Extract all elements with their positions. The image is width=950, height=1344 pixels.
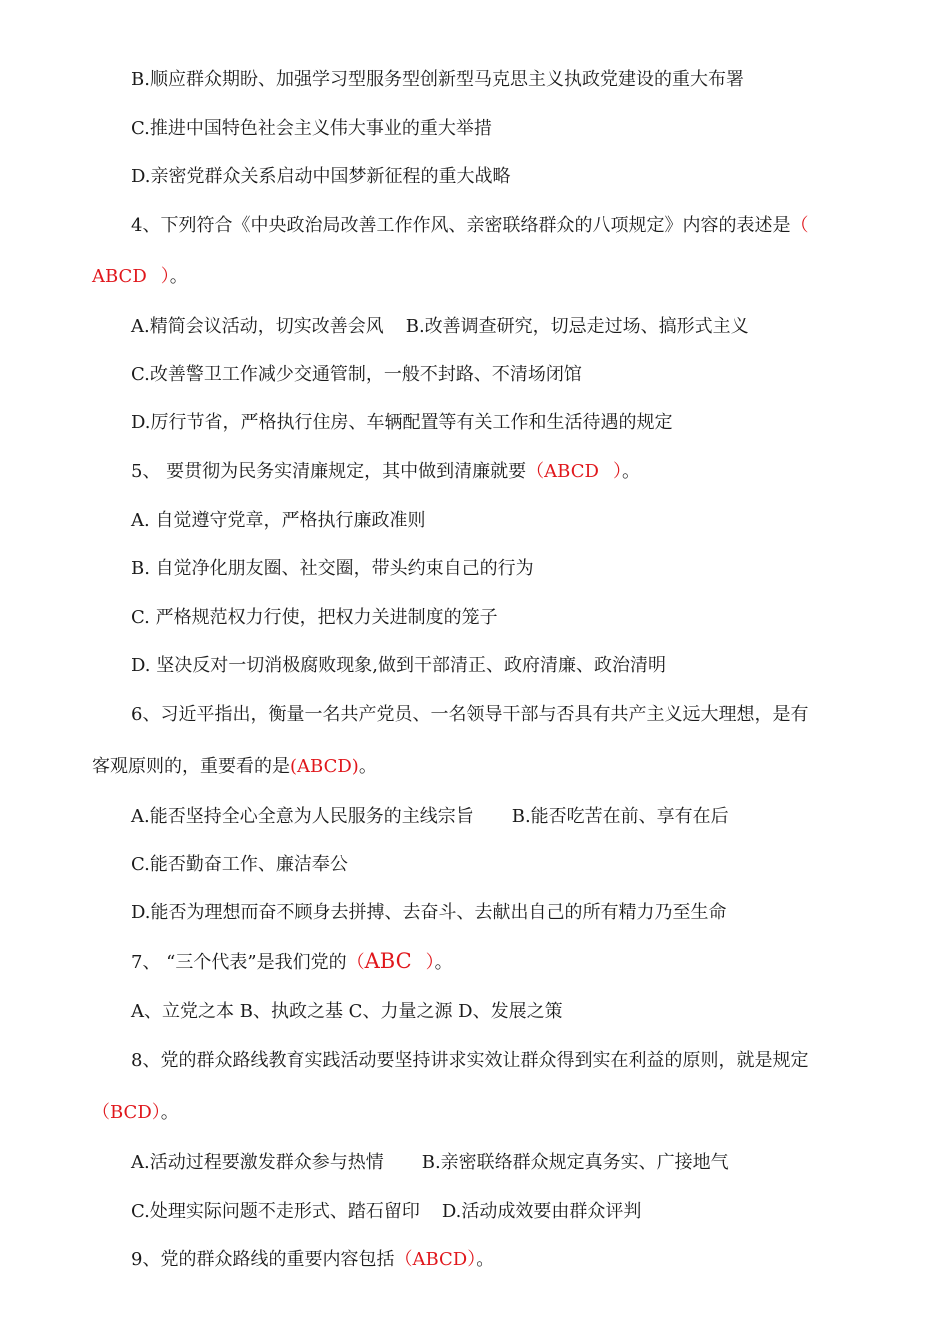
q7-options: A、立党之本 B、执政之基 C、力量之源 D、发展之策 (131, 1001, 563, 1022)
q8-options-ab (131, 1151, 729, 1175)
q4-stem (131, 214, 808, 238)
q8-options-cd (131, 1200, 641, 1224)
q7-stem-text: 7、 “三个代表”是我们党的 (131, 952, 347, 973)
q6-end: 。 (358, 756, 377, 777)
q8-option-d: D.活动成效要由群众评判 (441, 1201, 642, 1222)
q4-answer: ABCD (92, 266, 147, 287)
q4-answer-close: ） (160, 266, 170, 287)
q6-stem-text: 客观原则的，重要看的是 (92, 756, 290, 777)
q4-option-c: C.改善警卫工作减少交通管制，一般不封路、不清场闭馆 (131, 364, 582, 385)
q4-answer-line (92, 265, 188, 289)
q5-stem (131, 460, 640, 484)
q9-answer-open: （ (394, 1249, 413, 1270)
q6-stem-line2 (92, 755, 377, 779)
q6-option-a: A.能否坚持全心全意为人民服务的主线宗旨 (131, 806, 474, 827)
q8-answer-close: ） (151, 1102, 161, 1123)
q4-end: 。 (169, 266, 188, 287)
q8-answer: BCD (110, 1102, 152, 1123)
q6-option-c: C.能否勤奋工作、廉洁奉公 (131, 854, 348, 875)
q8-stem: 8、党的群众路线教育实践活动要坚持讲求实效让群众得到实在利益的原则，就是规定 (131, 1050, 809, 1071)
q3-option-b: B.顺应群众期盼、加强学习型服务型创新型马克思主义执政党建设的重大布署 (131, 69, 744, 90)
q5-option-a: A. 自觉遵守党章，严格执行廉政准则 (131, 510, 426, 531)
q4-option-a: A.精简会议活动，切实改善会风 (131, 316, 384, 337)
q3-option-d: D.亲密党群众关系启动中国梦新征程的重大战略 (131, 166, 511, 187)
q5-stem-text: 5、 要贯彻为民务实清廉规定，其中做到清廉就要 (131, 461, 527, 482)
q4-options-ab (131, 315, 749, 339)
q8-option-b: B.亲密联络群众规定真务实、广接地气 (421, 1152, 729, 1173)
q4-option-b: B.改善调查研究，切忌走过场、搞形式主义 (405, 316, 749, 337)
q5-answer-close: ） (612, 461, 622, 482)
q5-option-b: B. 自觉净化朋友圈、社交圈，带头约束自己的行为 (131, 558, 534, 579)
q5-option-d: D. 坚决反对一切消极腐败现象,做到干部清正、政府清廉、政治清明 (131, 655, 666, 676)
q5-answer-open: （ (526, 461, 545, 482)
q5-option-c: C. 严格规范权力行使，把权力关进制度的笼子 (131, 607, 498, 628)
q7-answer-open: （ (346, 952, 365, 973)
q6-answer: ABCD (297, 756, 352, 777)
q9-stem-text: 9、党的群众路线的重要内容包括 (131, 1249, 395, 1270)
q4-stem-text: 4、下列符合《中央政治局改善工作作风、亲密联络群众的八项规定》内容的表述是 (131, 215, 791, 236)
q8-answer-open: （ (92, 1102, 110, 1123)
q3-option-c: C.推进中国特色社会主义伟大事业的重大举措 (131, 118, 492, 139)
q4-option-d: D.厉行节省，严格执行住房、车辆配置等有关工作和生活待遇的规定 (131, 412, 673, 433)
q6-answer-close: ) (351, 756, 359, 777)
q6-stem-line1: 6、习近平指出，衡量一名共产党员、一名领导干部与否具有共产主义远大理想，是有 (131, 704, 809, 725)
q5-end: 。 (621, 461, 640, 482)
q4-answer-open: （ (790, 215, 809, 236)
q9-answer: ABCD (412, 1249, 468, 1270)
q7-end: 。 (434, 952, 453, 973)
q8-end: 。 (160, 1102, 179, 1123)
q8-option-c: C.处理实际问题不走形式、踏石留印 (131, 1201, 420, 1222)
q7-stem (131, 949, 453, 975)
q8-answer-line (92, 1101, 179, 1125)
q9-answer-close: ） (467, 1249, 477, 1270)
q6-options-ab (131, 805, 729, 829)
q6-option-b: B.能否吃苦在前、享有在后 (511, 806, 729, 827)
q6-answer-open: ( (290, 756, 298, 777)
q9-stem (131, 1248, 494, 1272)
q9-end: 。 (476, 1249, 495, 1270)
q8-option-a: A.活动过程要激发群众参与热情 (131, 1152, 384, 1173)
q6-option-d: D.能否为理想而奋不顾身去拼搏、去奋斗、去献出自己的所有精力乃至生命 (131, 902, 727, 923)
q7-answer-close: ） (425, 952, 435, 973)
q7-answer: ABC (364, 949, 412, 973)
q5-answer: ABCD (544, 461, 599, 482)
